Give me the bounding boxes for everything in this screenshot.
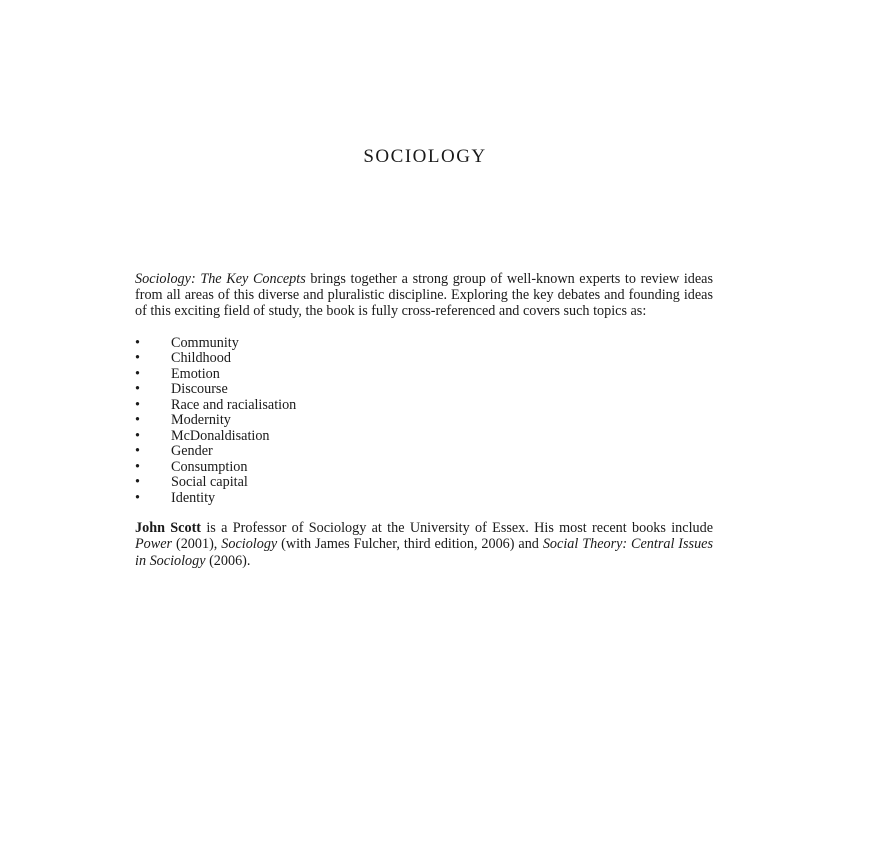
list-item: • Gender — [135, 443, 213, 460]
book-title: Sociology: The Key Concepts — [135, 271, 306, 287]
page-title: SOCIOLOGY — [363, 146, 487, 167]
book-social-theory: Social Theory: Central Issues in Sociology — [135, 536, 713, 569]
author-bio: John Scott is a Professor of Sociology at the University of Essex. His most recent books include Power (2001), Sociology (with James Fulcher, third edition, 2006) and Social Theory: Central Issues in Sociology (2006). — [135, 520, 713, 569]
bullet: • — [135, 489, 140, 506]
list-item: • Race and racialisation — [135, 396, 297, 413]
bullet: • — [135, 396, 140, 413]
book-sociology: Sociology — [221, 536, 278, 553]
author-name: John Scott — [135, 520, 202, 537]
bullet: • — [135, 365, 140, 382]
list-item: • Childhood — [135, 350, 231, 367]
bullet: • — [135, 381, 140, 398]
list-item: • Social capital — [135, 474, 248, 491]
list-item: • Emotion — [135, 365, 220, 382]
list-item: • Community — [135, 334, 239, 351]
list-item: • McDonaldisation — [135, 427, 270, 444]
bullet: • — [135, 350, 140, 367]
bullet: • — [135, 412, 140, 429]
list-item: • Modernity — [135, 412, 231, 429]
intro-text: brings together a strong group of well-known experts to review ideas from all areas of this diverse and pluralistic discipline. Exploring the key debates and founding ideas of this exciting field of study, the book is fully cross-referenced and covers such topics as: — [135, 271, 713, 320]
list-item: • Discourse — [135, 381, 228, 398]
blurb — [135, 271, 713, 569]
topics-list — [135, 336, 713, 507]
book-power: Power — [135, 536, 173, 553]
list-item: • Consumption — [135, 458, 248, 475]
bullet: • — [135, 334, 140, 351]
bullet: • — [135, 443, 140, 460]
intro-paragraph — [135, 271, 713, 320]
list-item: • Identity — [135, 489, 216, 506]
bullet: • — [135, 458, 140, 475]
bullet: • — [135, 427, 140, 444]
bullet: • — [135, 474, 140, 491]
